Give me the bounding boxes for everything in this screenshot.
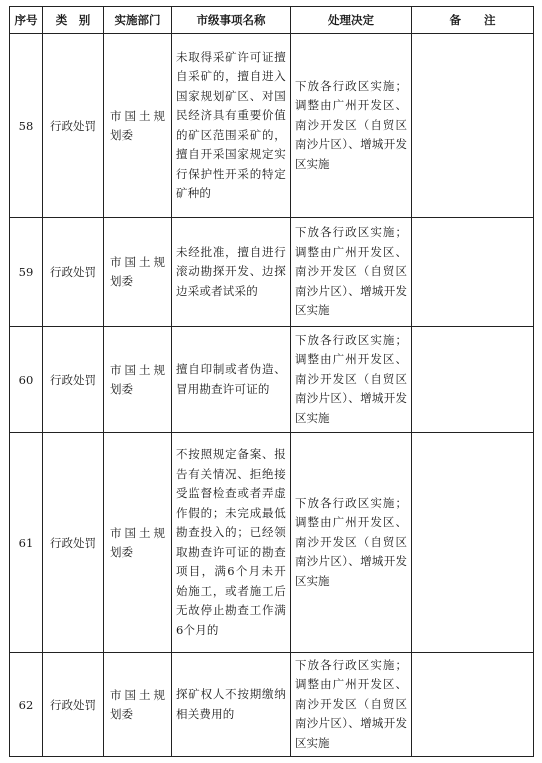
header-department: 实施部门 [104, 7, 172, 34]
row-seq: 62 [10, 653, 43, 757]
row-note [412, 218, 534, 327]
row-decision: 下放各行政区实施；调整由广州开发区、南沙开发区（自贸区南沙片区）、增城开发区实施 [291, 218, 412, 327]
header-item-name: 市级事项名称 [172, 7, 291, 34]
table-row [10, 218, 534, 327]
row-item-name: 不按照规定备案、报告有关情况、拒绝接受监督检查或者弄虚作假的；未完成最低勘查投入的；已经领取勘查许可证的勘查项目，满6个月未开始施工，或者施工后无故停止勘查工作满6个月的 [172, 433, 291, 653]
table-row [10, 433, 534, 653]
row-item-name: 擅自印制或者伪造、冒用勘查许可证的 [172, 327, 291, 433]
row-note [412, 433, 534, 653]
header-category: 类 别 [43, 7, 104, 34]
row-department: 市国土规划委 [104, 327, 172, 433]
row-decision: 下放各行政区实施；调整由广州开发区、南沙开发区（自贸区南沙片区）、增城开发区实施 [291, 653, 412, 757]
row-department: 市国土规划委 [104, 34, 172, 218]
row-note [412, 653, 534, 757]
table-row [10, 327, 534, 433]
row-decision: 下放各行政区实施；调整由广州开发区、南沙开发区（自贸区南沙片区）、增城开发区实施 [291, 327, 412, 433]
row-seq: 61 [10, 433, 43, 653]
row-department: 市国土规划委 [104, 433, 172, 653]
row-department: 市国土规划委 [104, 653, 172, 757]
row-category: 行政处罚 [43, 218, 104, 327]
row-category: 行政处罚 [43, 34, 104, 218]
row-category: 行政处罚 [43, 433, 104, 653]
row-seq: 59 [10, 218, 43, 327]
row-decision: 下放各行政区实施；调整由广州开发区、南沙开发区（自贸区南沙片区）、增城开发区实施 [291, 34, 412, 218]
row-decision: 下放各行政区实施；调整由广州开发区、南沙开发区（自贸区南沙片区）、增城开发区实施 [291, 433, 412, 653]
row-item-name: 探矿权人不按期缴纳相关费用的 [172, 653, 291, 757]
row-note [412, 327, 534, 433]
row-note [412, 34, 534, 218]
table-row [10, 34, 534, 218]
header-seq: 序号 [10, 7, 43, 34]
row-seq: 60 [10, 327, 43, 433]
row-category: 行政处罚 [43, 327, 104, 433]
row-item-name: 未取得采矿许可证擅自采矿的，擅自进入国家规划矿区、对国民经济具有重要价值的矿区范围采矿的，擅自开采国家规定实行保护性开采的特定矿种的 [172, 34, 291, 218]
row-item-name: 未经批准，擅自进行滚动勘探开发、边探边采或者试采的 [172, 218, 291, 327]
row-seq: 58 [10, 34, 43, 218]
matters-table [9, 6, 534, 757]
header-row [10, 7, 534, 34]
row-department: 市国土规划委 [104, 218, 172, 327]
header-note: 备 注 [412, 7, 534, 34]
header-decision: 处理决定 [291, 7, 412, 34]
row-category: 行政处罚 [43, 653, 104, 757]
table-row [10, 653, 534, 757]
